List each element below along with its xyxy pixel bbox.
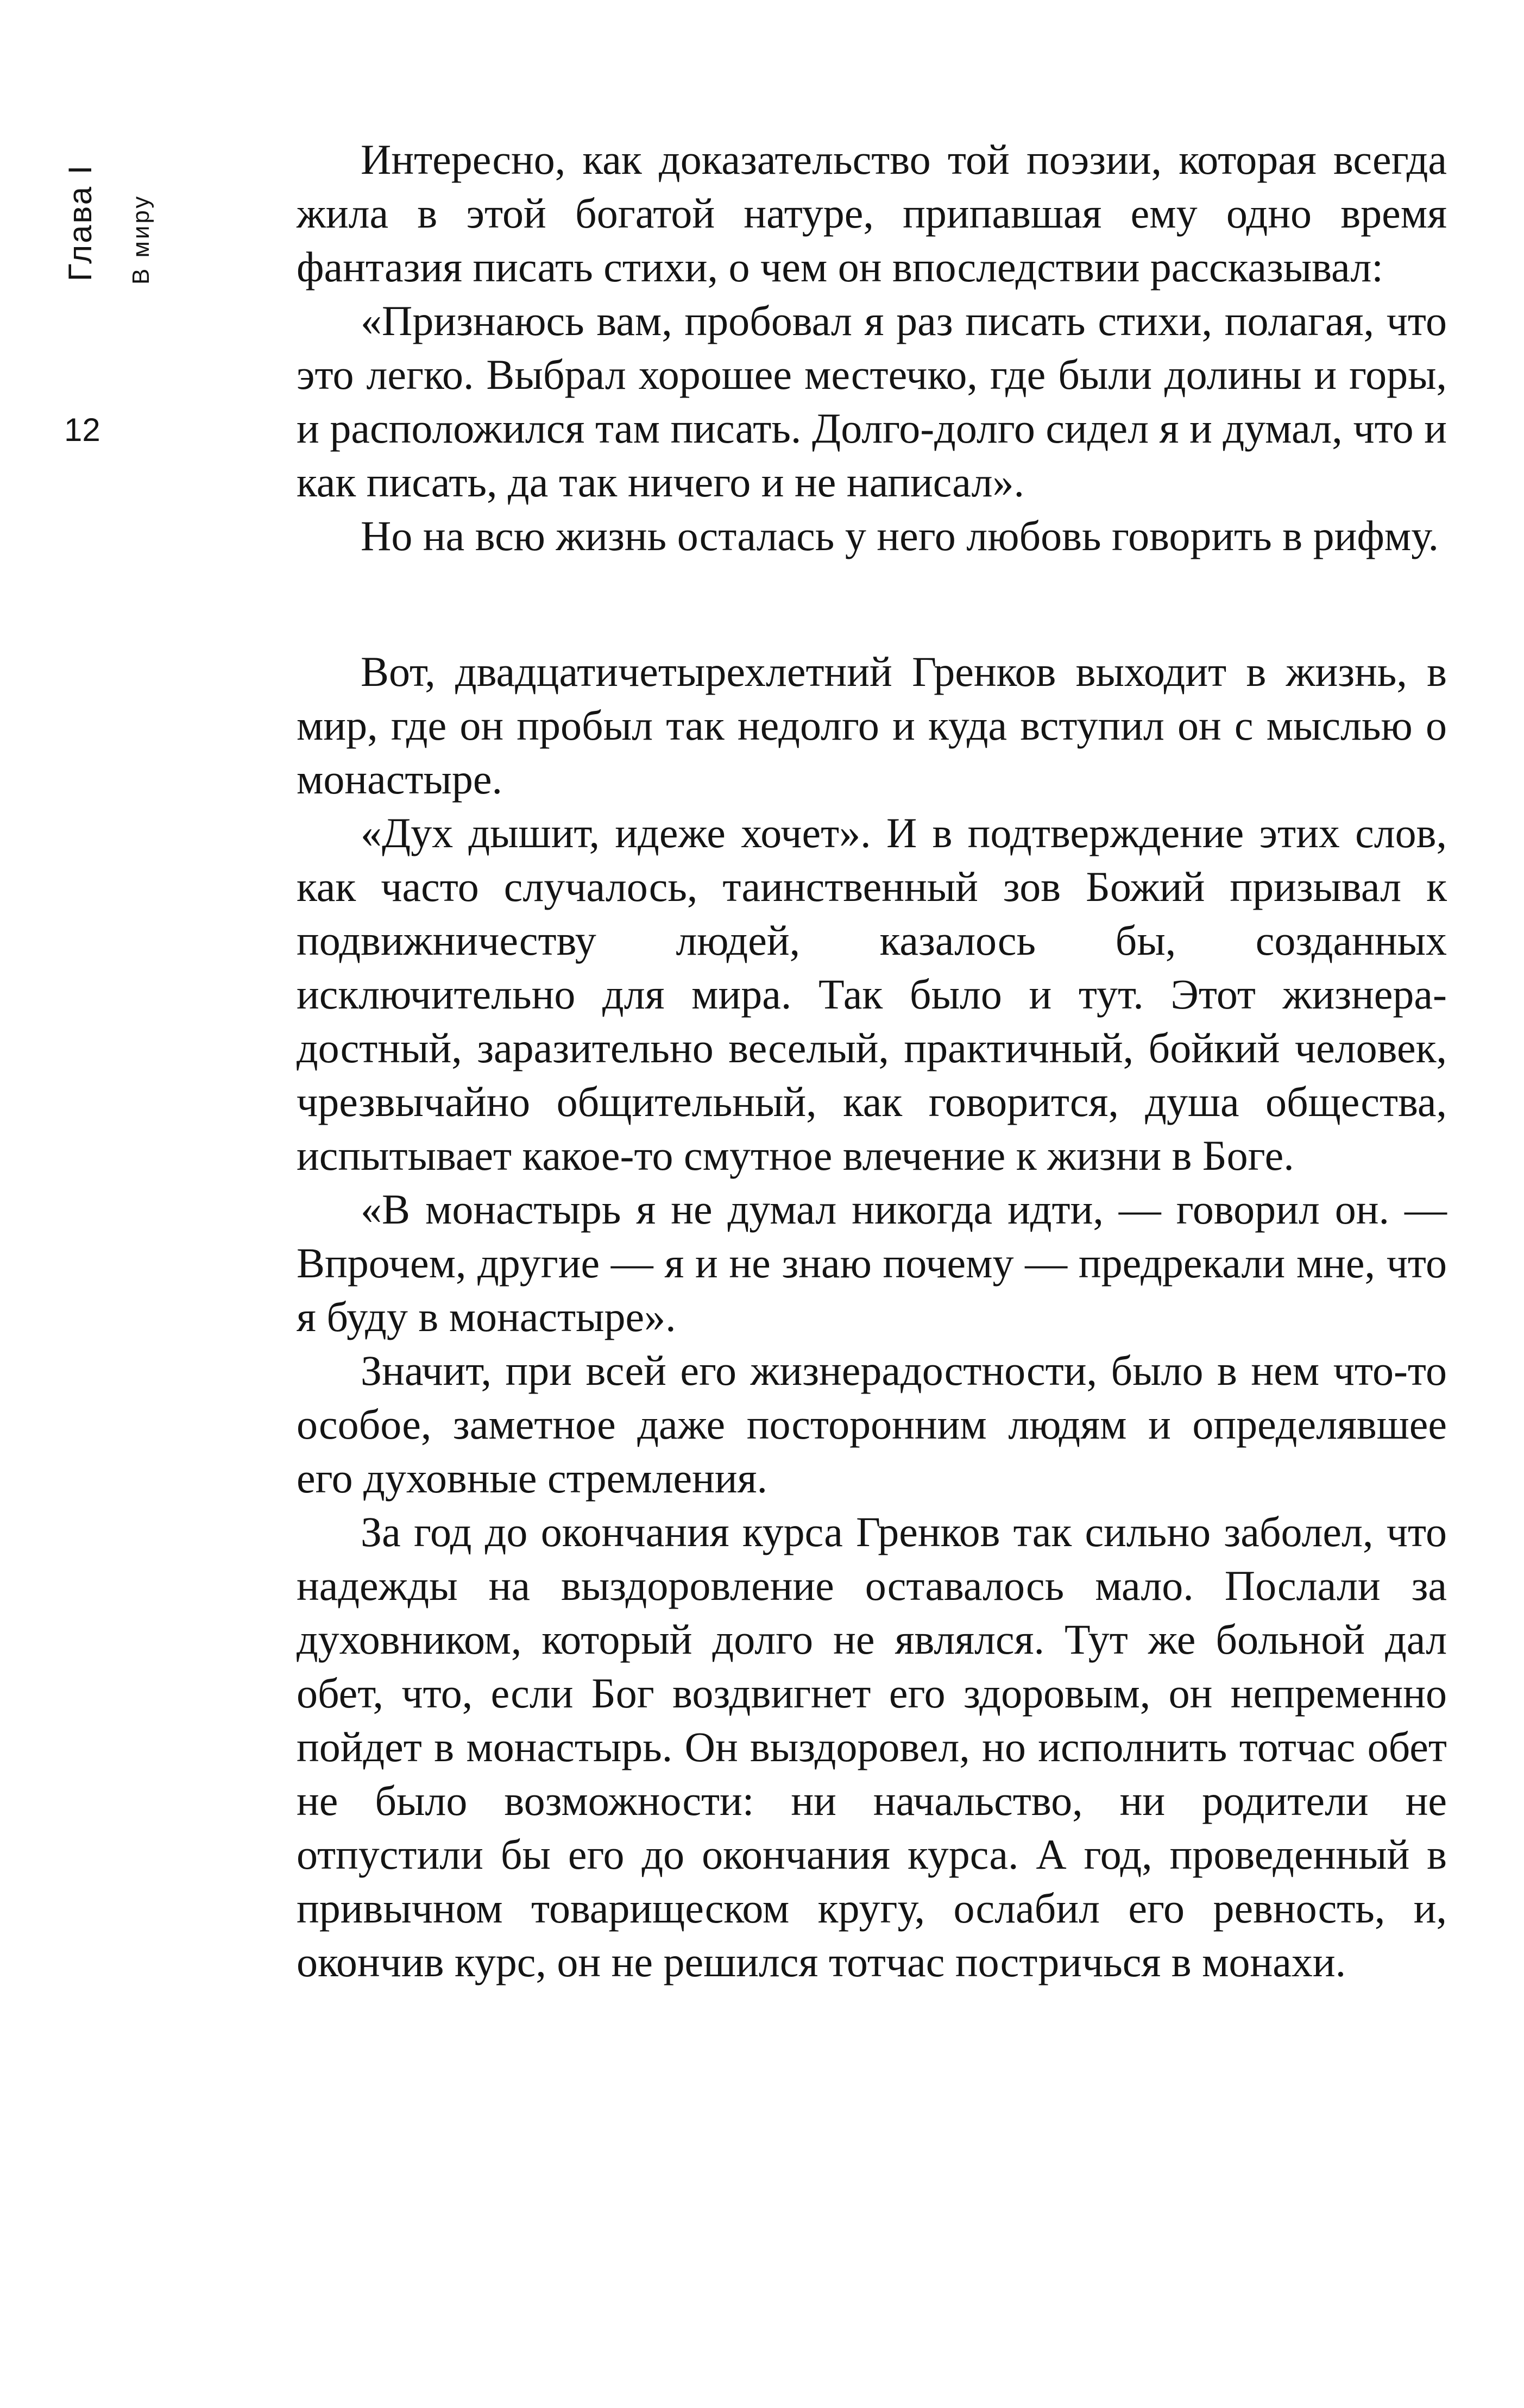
paragraph: «Дух дышит, идеже хочет». И в подтверждение этих слов, как часто случалось, таинственный зов Божий призывал к подвижничеству людей, казалось бы, созданных исключительно для мира. Так было и тут. Этот жизнерадостный, заразительно веселый, практичный, бойкий человек, чрезвычайно общительный, как говорится, душа общества, испытывает какое-то смутное влечение к жизни в Боге. bbox=[297, 809, 1447, 1179]
paragraph: «В монастырь я не думал никогда идти, — говорил он. — Впрочем, другие — я и не знаю почему — предрекали мне, что я буду в монастыре». bbox=[297, 1186, 1447, 1340]
page-number: 12 bbox=[64, 412, 100, 448]
paragraph: Но на всю жизнь осталась у него любовь говорить в рифму. bbox=[361, 512, 1439, 559]
paragraph: Значит, при всей его жизнерадостности, было в нем что-то особое, заметное даже посторонним людям и определявшее его духовные стремления. bbox=[297, 1347, 1447, 1502]
running-head bbox=[64, 146, 184, 287]
body-text bbox=[297, 133, 1447, 1989]
paragraph: Интересно, как доказательство той поэзии, которая всегда жила в этой богатой натуре, припавшая ему одно время фантазия писать стихи, о чем он впоследствии рассказывал: bbox=[297, 136, 1447, 291]
paragraph: За год до окончания курса Гренков так сильно заболел, что надежды на выздоровление оставалось мало. Послали за духовником, который долго не являлся. Тут же больной дал обет, что, если Бог воздвигнет его здоровым, он непременно пойдет в монастырь. Он выздоровел, но исполнить тотчас обет не было возможности: ни начальство, ни родители не отпустили бы его до окончания курса. А год, проведенный в привычном товарищеском кругу, ослабил его ревность, и, окончив курс, он не решился тотчас постричься в монахи. bbox=[297, 1508, 1447, 1985]
paragraph: Вот, двадцатичетырехлетний Гренков выходит в жизнь, в мир, где он пробыл так недолго и куда вступил он с мыслью о монастыре. bbox=[297, 648, 1447, 803]
chapter-subtitle: В миру bbox=[128, 194, 154, 285]
chapter-label: Глава I bbox=[62, 163, 98, 281]
paragraph: «Признаюсь вам, пробовал я раз писать стихи, полагая, что это легко. Выбрал хорошее местечко, где были долины и горы, и расположился там писать. Долго-долго сидел я и думал, что и как писать, да так ничего и не написал». bbox=[297, 297, 1447, 506]
